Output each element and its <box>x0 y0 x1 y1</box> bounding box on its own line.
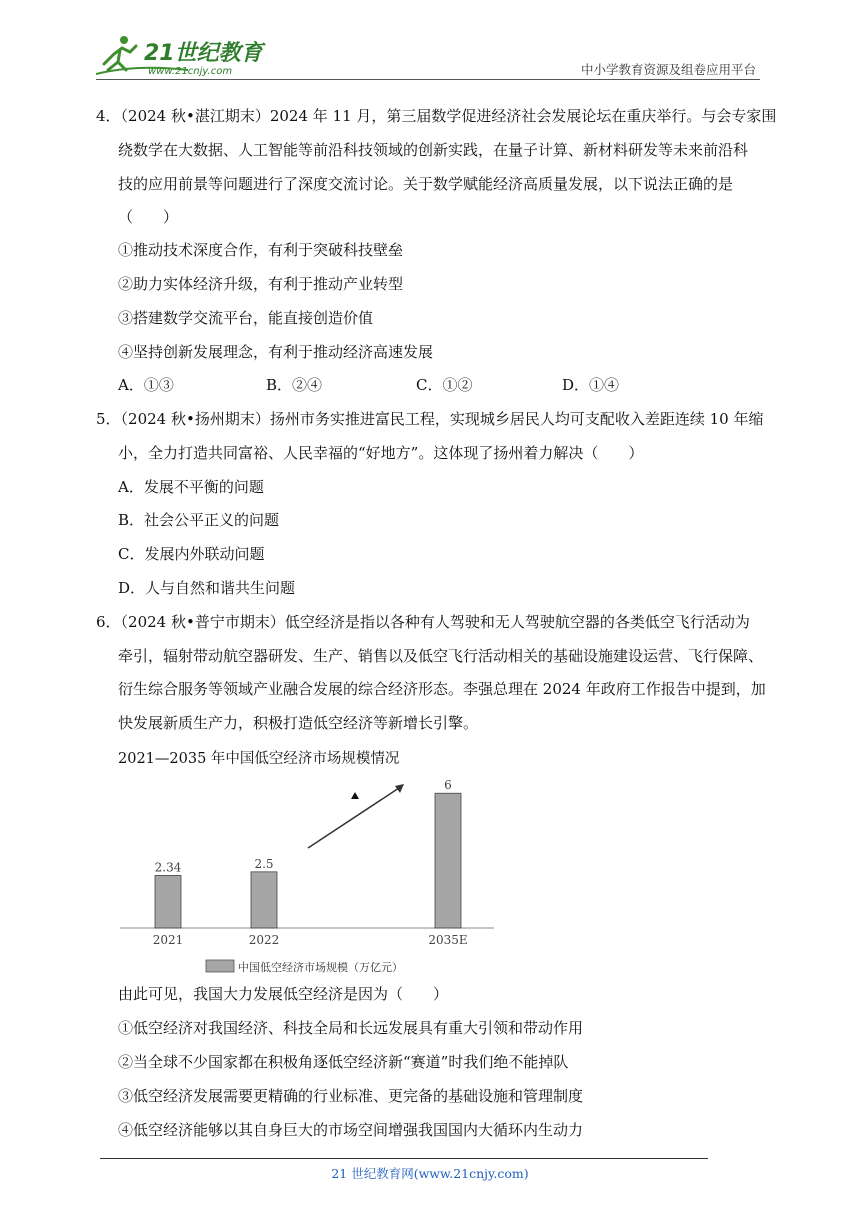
q5-option-d[interactable]: D．人与自然和谐共生问题 <box>118 579 296 597</box>
footer-text[interactable]: 21 世纪教育网(www.21cnjy.com) <box>331 1166 529 1181</box>
q6-line: 6．（2024 秋•普宁市期末）低空经济是指以各种有人驾驶和无人驾驶航空器的各类低空飞行活动为 <box>96 613 750 631</box>
q5-option-a[interactable]: A．发展不平衡的问题 <box>118 478 264 496</box>
legend-label: 中国低空经济市场规模（万亿元） <box>238 961 403 974</box>
page-header <box>96 34 760 80</box>
q4-choice-d[interactable]: D．①④ <box>562 376 620 394</box>
q4-choice-a[interactable]: A．①③ <box>118 376 174 394</box>
q4-choice-b[interactable]: B．②④ <box>266 376 323 394</box>
q5-option-b[interactable]: B．社会公平正义的问题 <box>118 511 280 529</box>
q5-option-c[interactable]: C．发展内外联动问题 <box>118 545 265 563</box>
bar-value-label: 2.34 <box>154 860 182 875</box>
bar-2022 <box>251 872 277 928</box>
q4-item: ④坚持创新发展理念，有利于推动经济高速发展 <box>118 343 434 361</box>
x-tick-label: 2021 <box>152 933 184 947</box>
q6-line: 衍生综合服务等领域产业融合发展的综合经济形态。李强总理在 2024 年政府工作报告中提到，加 <box>118 680 766 698</box>
market-size-bar-chart <box>112 770 502 980</box>
bar-2021 <box>155 875 181 928</box>
q5-line: 小，全力打造共同富裕、人民幸福的“好地方”。这体现了扬州着力解决（ ） <box>118 444 644 462</box>
q6-prompt: 由此可见，我国大力发展低空经济是因为（ ） <box>118 985 449 1003</box>
chart-caption: 2021—2035 年中国低空经济市场规模情况 <box>118 751 400 767</box>
q6-line: 快发展新质生产力，积极打造低空经济等新增长引擎。 <box>118 714 479 732</box>
q4-choice-c[interactable]: C．①② <box>416 376 473 394</box>
q6-item: ④低空经济能够以其自身巨大的市场空间增强我国国内大循环内生动力 <box>118 1121 584 1139</box>
footer-divider <box>100 1158 708 1159</box>
q6-line: 牵引，辐射带动航空器研发、生产、销售以及低空飞行活动相关的基础设施建设运营、飞行保障、 <box>118 647 764 665</box>
q6-item: ②当全球不少国家都在积极角逐低空经济新“赛道”时我们绝不能掉队 <box>118 1053 569 1071</box>
bar-value-label: 6 <box>444 778 452 793</box>
small-triangle-icon <box>351 792 359 799</box>
q4-line: 技的应用前景等问题进行了深度交流讨论。关于数学赋能经济高质量发展，以下说法正确的是 <box>118 175 734 193</box>
header-divider <box>96 79 760 80</box>
q5-line: 5．（2024 秋•扬州期末）扬州市务实推进富民工程，实现城乡居民人均可支配收入差距连续 10 年缩 <box>96 410 764 428</box>
trend-arrow-icon <box>308 784 404 848</box>
legend-swatch <box>206 960 234 972</box>
q4-line: 4．（2024 秋•湛江期末）2024 年 11 月，第三届数学促进经济社会发展论坛在重庆举行。与会专家围 <box>96 107 777 125</box>
x-tick-label: 2035E <box>428 933 468 947</box>
q4-line: 绕数学在大数据、人工智能等前沿科技领域的创新实践，在量子计算、新材料研发等未来前沿科 <box>118 141 749 159</box>
logo-main-text: 21世纪教育 <box>144 41 263 66</box>
site-logo <box>96 34 296 78</box>
q6-item: ③低空经济发展需要更精确的行业标准、更完备的基础设施和管理制度 <box>118 1087 584 1105</box>
chart-legend <box>206 960 403 974</box>
logo-url-text: www.21cnjy.com <box>148 66 233 77</box>
q4-item: ③搭建数学交流平台，能直接创造价值 <box>118 309 374 327</box>
platform-name: 中小学教育资源及组卷应用平台 <box>580 62 756 77</box>
q4-item: ①推动技术深度合作，有利于突破科技壁垒 <box>118 241 404 259</box>
bar-value-label: 2.5 <box>254 856 274 871</box>
bar-2035E <box>435 793 461 928</box>
q4-line: （ ） <box>118 208 179 226</box>
x-tick-label: 2022 <box>248 933 280 947</box>
q4-item: ②助力实体经济升级，有利于推动产业转型 <box>118 275 404 293</box>
q6-item: ①低空经济对我国经济、科技全局和长远发展具有重大引领和带动作用 <box>118 1019 584 1037</box>
